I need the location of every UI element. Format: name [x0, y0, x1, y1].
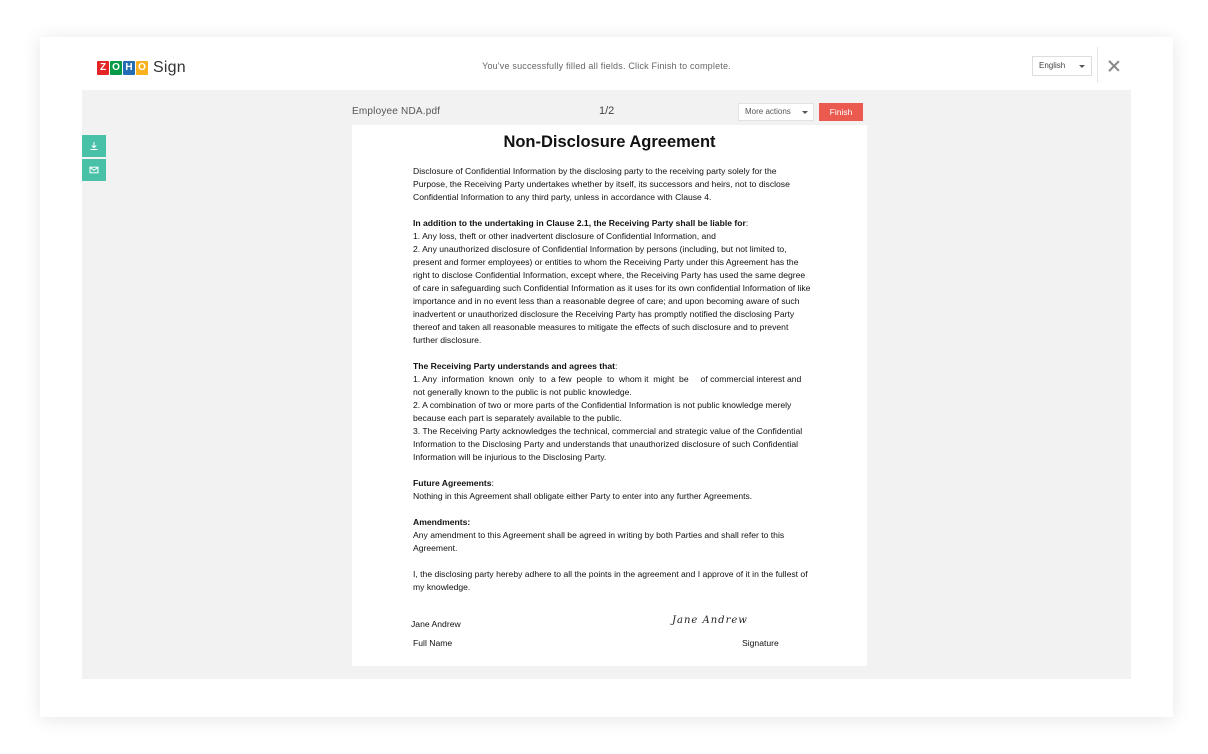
logo-letter: Z: [97, 61, 109, 75]
finish-button[interactable]: Finish: [819, 103, 863, 121]
top-bar: [40, 37, 1173, 90]
language-value: English: [1039, 61, 1066, 70]
more-actions-label: More actions: [745, 107, 791, 116]
logo-letter: H: [123, 61, 135, 75]
more-actions-dropdown[interactable]: [738, 103, 814, 121]
full-name-label: Full Name: [413, 638, 453, 648]
document-name: Employee NDA.pdf: [352, 106, 441, 117]
signature-label: Signature: [742, 638, 779, 648]
clause2-item: 1. Any loss, theft or other inadvertent disclosure of Confidential Information, and: [413, 231, 716, 241]
future-heading: Future Agreements:: [413, 478, 494, 488]
clause2-heading: In addition to the undertaking in Clause 2.1, the Receiving Party shall be liable for:: [413, 218, 749, 228]
logo-letter: O: [110, 61, 122, 75]
download-icon: [89, 141, 99, 151]
email-button[interactable]: [82, 159, 106, 181]
clause3-item: 3. The Receiving Party acknowledges the technical, commercial and strategic value of the Confidential Information to the Disclosing Party and understands that unauthorized disclosure of such Confidential Information will be injurious to the Disclosing Party.: [413, 426, 803, 462]
page-indicator: 1/2: [599, 105, 615, 117]
clause3-heading: The Receiving Party understands and agrees that:: [413, 361, 618, 371]
full-name-field[interactable]: Jane Andrew: [411, 619, 461, 629]
signature-row: [352, 615, 867, 659]
download-button[interactable]: [82, 135, 106, 157]
future-text: Nothing in this Agreement shall obligate either Party to enter into any further Agreements.: [413, 491, 753, 501]
logo-letter: O: [136, 61, 148, 75]
status-message: You've successfully filled all fields. Click Finish to complete.: [482, 61, 731, 71]
document-page: [352, 125, 867, 666]
chevron-down-icon: [802, 111, 808, 114]
document-title: Non-Disclosure Agreement: [503, 133, 716, 151]
signature-field[interactable]: Jane Andrew: [672, 615, 748, 626]
language-select[interactable]: [1032, 56, 1092, 76]
clause2-item: 2. Any unauthorized disclosure of Confidential Information by persons (including, but not limited to, present and former employees) or entities to whom the Receiving Party under this Agreement has the right to disclose Confidential Information, except where, the Receiving Party has used the same degree of care in safeguarding such Confidential Information as it uses for its own confidential Information of like importance and in no event less than a reasonable degree of care; and upon becoming aware of such inadvertent or unauthorized disclosure the Receiving Party has promptly notified the disclosing Party thereof and taken all reasonable measures to mitigate the effects of such disclosure and to prevent further disclosure.: [413, 244, 811, 345]
closing-text: I, the disclosing party hereby adhere to all the points in the agreement and I approve of it in the fullest of my knowledge.: [413, 569, 808, 592]
clause3-item: 1. Any information known only to a few people to whom it might be of commercial interest and not generally known to the public is not public knowledge.: [413, 374, 804, 397]
amend-text: Any amendment to this Agreement shall be agreed in writing by both Parties and shall refer to this Agreement.: [413, 530, 785, 553]
clause3-item: 2. A combination of two or more parts of the Confidential Information is not public knowledge merely because each part is separately available to the public.: [413, 400, 792, 423]
signing-window: [40, 37, 1173, 717]
close-icon[interactable]: [1106, 58, 1122, 74]
intro-paragraph: Disclosure of Confidential Information by the disclosing party to the receiving party solely for the Purpose, the Receiving Party undertakes whether by itself, its successors and heirs, not to disclose Confidential Information to any third party, unless in accordance with Clause 4.: [413, 166, 790, 202]
logo-product-name: Sign: [153, 59, 186, 76]
amend-heading: Amendments:: [413, 517, 471, 527]
document-workarea: [82, 90, 1131, 679]
mail-icon: [89, 165, 99, 175]
header-divider: [1097, 47, 1098, 83]
document-body: [413, 165, 813, 607]
chevron-down-icon: [1079, 65, 1085, 68]
